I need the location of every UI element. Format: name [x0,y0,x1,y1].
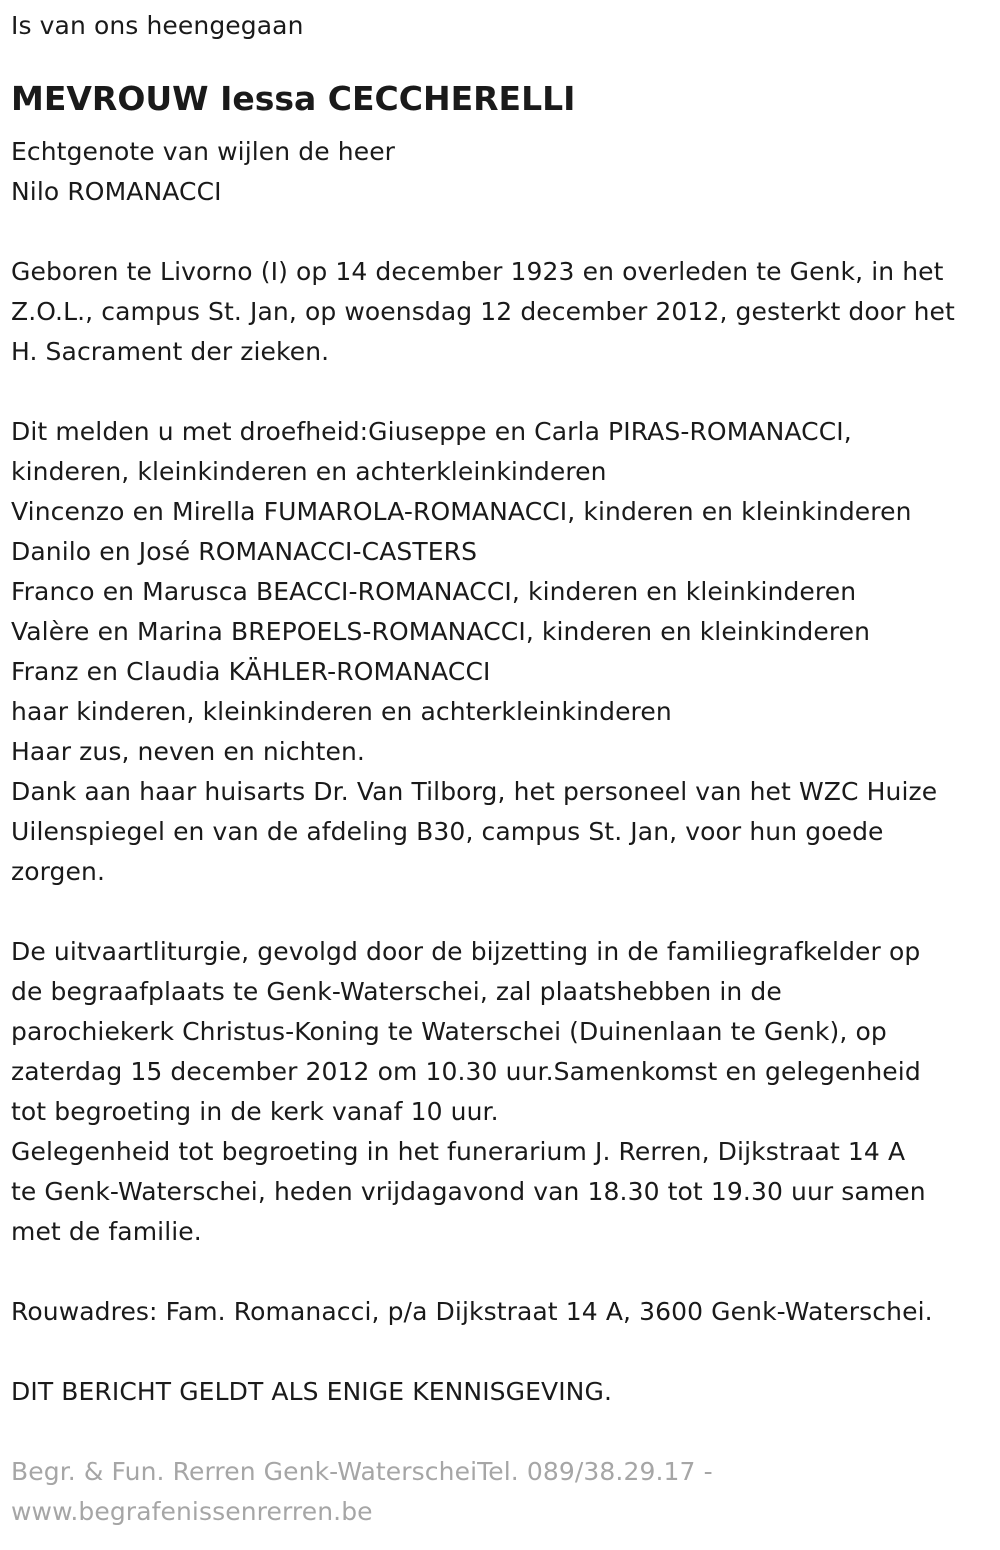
paragraph-line: haar kinderen, kleinkinderen en achterkleinkinderen [11,697,672,726]
paragraph-line: zaterdag 15 december 2012 om 10.30 uur.Samenkomst en gelegenheid [11,1057,921,1086]
spouse-line: Nilo ROMANACCI [11,177,222,206]
paragraph-line: zorgen. [11,857,105,886]
funeral-home-footer [11,1452,993,1532]
paragraph-line: Haar zus, neven en nichten. [11,737,365,766]
death-notice [11,6,993,1532]
paragraph-line: Geboren te Livorno (I) op 14 december 1923 en overleden te Genk, in het [11,257,944,286]
paragraph-line: Dit melden u met droefheid:Giuseppe en Carla PIRAS-ROMANACCI, [11,417,852,446]
paragraph-line: Franco en Marusca BEACCI-ROMANACCI, kinderen en kleinkinderen [11,577,857,606]
footer-website-link[interactable]: www.begrafenissenrerren.be [11,1497,373,1526]
paragraph-line: H. Sacrament der zieken. [11,337,330,366]
paragraph-line: Valère en Marina BREPOELS-ROMANACCI, kinderen en kleinkinderen [11,617,871,646]
notice-statement: DIT BERICHT GELDT ALS ENIGE KENNISGEVING. [11,1377,612,1406]
spouse-block [11,132,993,212]
paragraph-line: de begraafplaats te Genk-Waterschei, zal plaatshebben in de [11,977,782,1006]
deceased-name: MEVROUW Iessa CECCHERELLI [11,79,576,118]
paragraph-line: Vincenzo en Mirella FUMAROLA-ROMANACCI, kinderen en kleinkinderen [11,497,912,526]
paragraph-line: Gelegenheid tot begroeting in het funerarium J. Rerren, Dijkstraat 14 A [11,1137,906,1166]
paragraph-line: tot begroeting in de kerk vanaf 10 uur. [11,1097,499,1126]
birth-death-paragraph [11,252,993,372]
paragraph-line: parochiekerk Christus-Koning te Waterschei (Duinenlaan te Genk), op [11,1017,887,1046]
paragraph-line: De uitvaartliturgie, gevolgd door de bijzetting in de familiegrafkelder op [11,937,921,966]
paragraph-line: Uilenspiegel en van de afdeling B30, campus St. Jan, voor hun goede [11,817,884,846]
funeral-paragraph [11,932,993,1252]
paragraph-line: Franz en Claudia KÄHLER-ROMANACCI [11,657,491,686]
spouse-line: Echtgenote van wijlen de heer [11,137,396,166]
footer-line: Begr. & Fun. Rerren Genk-WaterscheiTel. 089/38.29.17 - [11,1457,713,1486]
intro-text: Is van ons heengegaan [11,11,304,40]
mourning-address: Rouwadres: Fam. Romanacci, p/a Dijkstraat 14 A, 3600 Genk-Waterschei. [11,1297,933,1326]
paragraph-line: te Genk-Waterschei, heden vrijdagavond van 18.30 tot 19.30 uur samen [11,1177,926,1206]
paragraph-line: kinderen, kleinkinderen en achterkleinkinderen [11,457,607,486]
paragraph-line: Z.O.L., campus St. Jan, op woensdag 12 december 2012, gesterkt door het [11,297,955,326]
paragraph-line: Dank aan haar huisarts Dr. Van Tilborg, het personeel van het WZC Huize [11,777,938,806]
paragraph-line: Danilo en José ROMANACCI-CASTERS [11,537,478,566]
paragraph-line: met de familie. [11,1217,202,1246]
family-paragraph [11,412,993,892]
